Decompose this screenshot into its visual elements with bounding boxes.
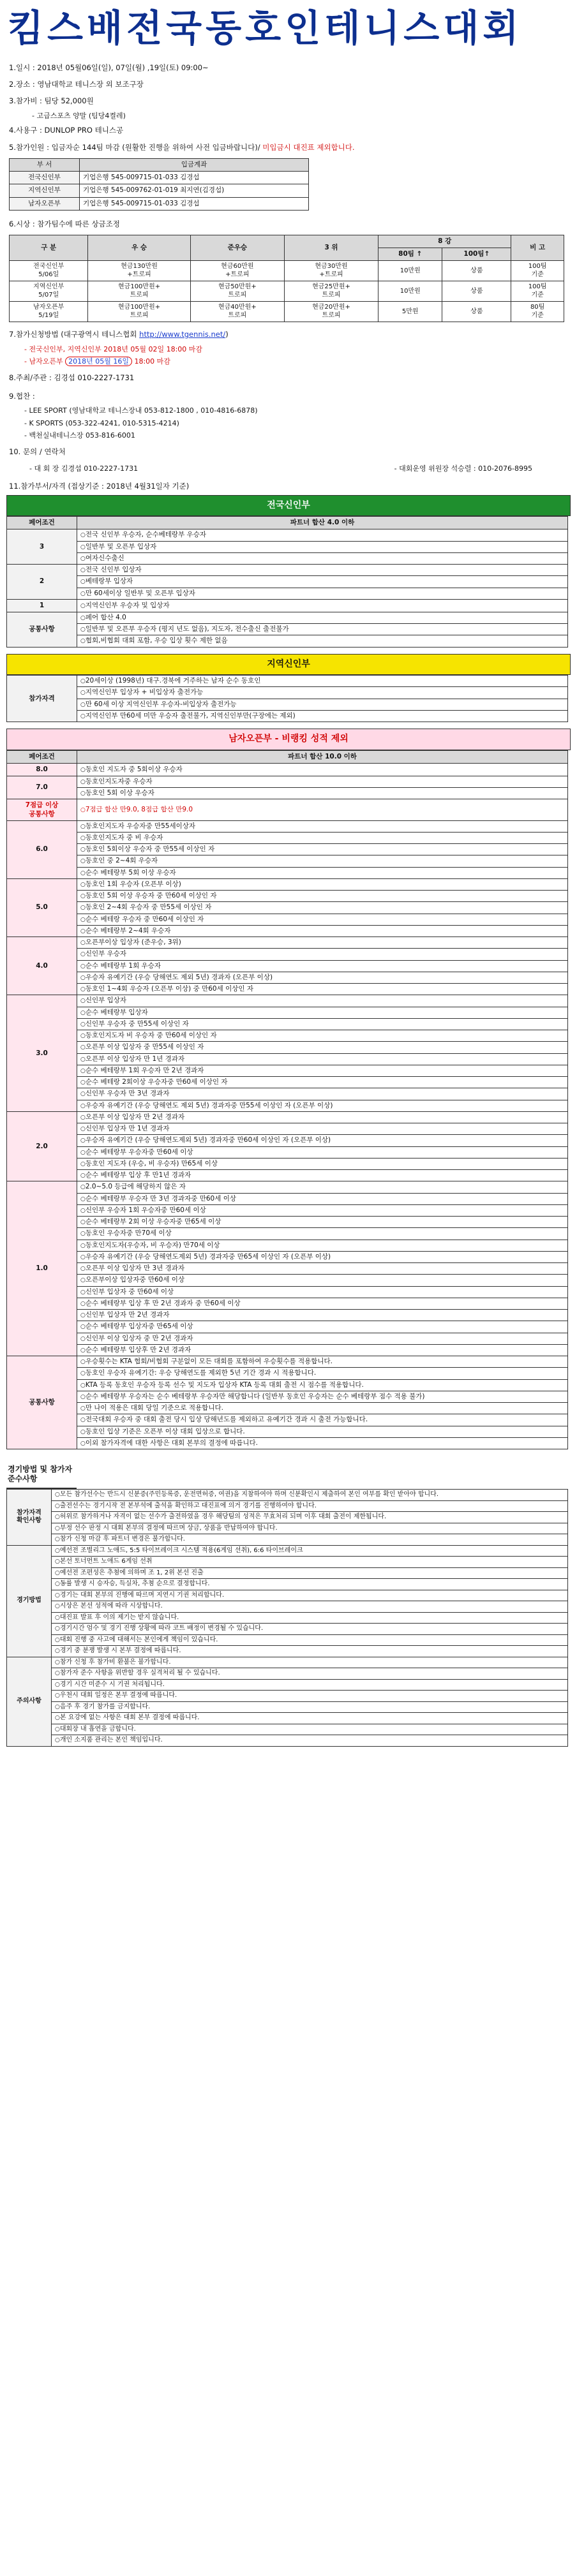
list-item: ○ 순수 베테랑 2회이상 우승자중 만60세 이상인 자 — [77, 1077, 568, 1088]
list-item: ○ 동호인 5회 이상 우승자 중 만60세 이상인 자 — [77, 891, 568, 902]
list-item: ○ 참가 신청 후 참가비 환불은 불가합니다. — [52, 1657, 568, 1668]
fee-dept: 지역신인부 — [10, 184, 80, 197]
table-row — [7, 1590, 568, 1601]
list-item: ○ 신인부 우승자 — [77, 949, 568, 960]
info-account — [6, 139, 571, 156]
list-item: ○ 신인부 입상자 — [77, 995, 568, 1007]
sponsor-3: - 백천실내테니스장 053-816-6001 — [24, 431, 135, 440]
list-item: ○ 동호인 5회 이상 우승자 — [77, 788, 568, 799]
table-row — [7, 1356, 568, 1368]
group-label: 7점급 이상 공통사항 — [7, 799, 77, 820]
table-row — [7, 1088, 568, 1100]
table-row — [7, 1275, 568, 1286]
list-item: ○ 오픈부이상 입상자 (준우승, 3위) — [77, 937, 568, 949]
table-row — [7, 1263, 568, 1275]
list-item: ○ 동호인지도자(우승자, 비 우승자) 만70세 이상 — [77, 1240, 568, 1251]
table-row — [7, 1030, 568, 1042]
sponsor-1: - LEE SPORT (영남대학교 테니스장내 053-812-1800 , 010-4816-6878) — [24, 406, 258, 415]
group-label: 3 — [7, 529, 77, 565]
apply-text: 7.참가신청방법 (대구광역시 테니스협회 — [9, 330, 140, 339]
table-row — [7, 635, 568, 647]
list-item: ○ 허위로 참가하거나 자격이 없는 선수가 출전하였을 경우 해당팀의 성적은 무효처리 되며 이후 대회 출전이 제한됩니다. — [52, 1512, 568, 1523]
table-row — [7, 710, 568, 722]
table-row — [7, 1042, 568, 1053]
table-row — [7, 844, 568, 855]
fee-row — [10, 172, 309, 184]
group-label: 5.0 — [7, 878, 77, 936]
info-fee-sub: - 고급스포츠 양말 (팀당4켤레) — [32, 111, 126, 120]
table-row — [7, 914, 568, 925]
list-item: ○ 신인부 우승자 만 3년 경과자 — [77, 1088, 568, 1100]
list-item: ○ 동호인지도자 우승자중 만55세이상자 — [77, 820, 568, 832]
prize-cell: 현금20만원+ 트로피 — [284, 302, 378, 322]
table-row — [7, 1193, 568, 1204]
list-item: ○ 지역신인부 입상자 + 비입상자 출전가능 — [77, 687, 568, 699]
header-cell: 파트너 합산 4.0 이하 — [77, 517, 568, 529]
list-item: ○ 신인부 입상자 중 만60세 이상 — [77, 1286, 568, 1298]
table-row — [7, 576, 568, 588]
list-item: ○ 오픈부 이상 입상자 만 2년 경과자 — [77, 1111, 568, 1123]
list-item: ○ 전국대회 우승자 중 대회 출전 당시 입상 당해년도를 제외하고 유예기간 경과 시 출전 가능합니다. — [77, 1414, 568, 1426]
list-item: ○ 대진표 발표 후 이의 제기는 받지 않습니다. — [52, 1612, 568, 1624]
prize-cell: 10만원 — [378, 281, 442, 302]
table-row — [7, 788, 568, 799]
table-row — [7, 1679, 568, 1691]
table-row — [7, 687, 568, 699]
info-date: 1.일시 : 2018년 05월06일(일), 07일(월) ,19일(토) 09:00~ — [9, 63, 209, 72]
list-item: ○ 신인부 입상자 만 2년 경과자 — [77, 1310, 568, 1321]
prize-cell: 현금100만원+ 트로피 — [88, 281, 190, 302]
apply-2-pre: - 남자오픈부 — [24, 357, 66, 366]
list-item: ○ 동호인 우승자 유예기간: 우승 당해연도를 제외한 5년 기간 경과 시 적용합니다. — [77, 1368, 568, 1379]
list-item: ○ 만 60세 이상 지역신인부 우승자-비입상자 출전가능 — [77, 699, 568, 710]
list-item: ○ 순수 베테랑부 우승자중 만60세 이상 — [77, 1146, 568, 1158]
prize-cell: 현금130만원 +트로피 — [88, 261, 190, 281]
list-item: ○ 출전선수는 경기시작 전 본부석에 출석을 확인하고 대진표에 의거 경기를 진행하여야 합니다. — [52, 1500, 568, 1512]
contact-row — [6, 461, 571, 477]
prize-cell: 상품 — [442, 261, 511, 281]
list-item: ○ 우승자 유예기간 (우승 당해연도제외 5년) 경과자중 만60세 이상인 자 (오픈부 이상) — [77, 1135, 568, 1146]
list-item: ○ 오픈부 이상 입상자 중 만55세 이상인 자 — [77, 1042, 568, 1053]
group-label: 8.0 — [7, 763, 77, 776]
info-apply — [6, 326, 571, 343]
info-host: 8.주최/주관 : 김경섭 010-2227-1731 — [9, 373, 135, 383]
account-warning: 미입금시 대진표 제외합니다. — [260, 142, 355, 152]
table-row — [7, 1065, 568, 1076]
apply-2-date: 2018년 05월 16일 — [65, 357, 132, 366]
list-item: ○ 지역신인부 우승자 및 입상자 — [77, 599, 568, 612]
table-row — [7, 1018, 568, 1030]
list-item: ○ 동호인 지도자 (우승, 비 우승자) 만65세 이상 — [77, 1158, 568, 1169]
table-row — [7, 1414, 568, 1426]
list-item: ○ 동호인 2~4회 우승자 중 만55세 이상인 자 — [77, 902, 568, 914]
table-row — [7, 1111, 568, 1123]
table-row — [7, 1426, 568, 1437]
list-item: ○ 순수 베테랑부 입상후 만 2년 경과자 — [77, 1344, 568, 1356]
list-item: ○ 오픈부 이상 입상자 만 3년 경과자 — [77, 1263, 568, 1275]
group-label: 공통사항 — [7, 612, 77, 647]
fee-header-dept: 부 서 — [10, 159, 80, 172]
table-row — [7, 1724, 568, 1735]
list-item: ○ 동호인 중 2~4회 우승자 — [77, 855, 568, 867]
info-contact: 10. 문의 / 연락처 — [9, 447, 66, 457]
list-item: ○ 동호인지도자 비 우승자 중 만60세 이상인 자 — [77, 1030, 568, 1042]
prize-subheader: 100팀↑ — [442, 248, 511, 261]
fee-account: 기업은행 545-009762-01-019 최지연(김경섭) — [80, 184, 309, 197]
table-row — [7, 902, 568, 914]
table-row — [7, 763, 568, 776]
table-row — [7, 1135, 568, 1146]
table-row — [7, 1310, 568, 1321]
list-item: ○ 동호인 1회 우승자 (오픈부 이상) — [77, 878, 568, 890]
prize-cell: 현금25만원+ 트로피 — [284, 281, 378, 302]
prize-cell: 현금30만원 +트로피 — [284, 261, 378, 281]
prize-cell: 10만원 — [378, 261, 442, 281]
list-item: ○ 순수 베테랑부 2~4회 우승자 — [77, 925, 568, 936]
list-item: ○ 만 나이 적용은 대회 당일 기준으로 적용합니다. — [77, 1403, 568, 1414]
list-item: ○ 우승자 유예기간 (우승 당해연도제외 5년) 경과자중 만65세 이상인 자 (오픈부 이상) — [77, 1251, 568, 1262]
table-row — [7, 891, 568, 902]
group-label: 1 — [7, 599, 77, 612]
table-row — [7, 1100, 568, 1111]
table-row — [7, 984, 568, 995]
table-row — [7, 1298, 568, 1309]
table-row — [7, 1344, 568, 1356]
list-item: ○ 오픈부 이상 입상자 만 1년 경과자 — [77, 1053, 568, 1065]
fee-dept: 남자오픈부 — [10, 197, 80, 210]
prize-cell: 현금100만원+ 트로피 — [88, 302, 190, 322]
section-local-bar: 지역신인부 — [6, 654, 571, 676]
list-item: ○ 신인부 이상 입상자 중 만 2년 경과자 — [77, 1333, 568, 1344]
prize-cell: 현금40만원+ 트로피 — [190, 302, 284, 322]
section-open-bar: 남자오픈부 - 비랭킹 성적 제외 — [6, 729, 571, 750]
local-table — [6, 675, 568, 722]
list-item: ○ 동호인 5회이상 우승자 중 만55세 이상인 자 — [77, 844, 568, 855]
fee-account: 기업은행 545-009715-01-033 김경섭 — [80, 197, 309, 210]
list-item: ○ 동률 발생 시 승자승, 득실차, 추첨 순으로 결정합니다. — [52, 1579, 568, 1590]
list-item: ○ 동호인 우승자중 만70세 이상 — [77, 1228, 568, 1240]
prize-header: 우 승 — [88, 235, 190, 261]
list-item: ○ 본선 토너먼트 노애드 6게임 선취 — [52, 1557, 568, 1568]
table-header-row — [7, 517, 568, 529]
group-label: 참가자격 — [7, 676, 77, 722]
table-row — [7, 1146, 568, 1158]
list-item: ○ KTA 등록 동호인 우승자 등록 선수 및 지도자 입상자 KTA 등록 대회 출전 시 점수를 적용합니다. — [77, 1379, 568, 1391]
list-item: ○ 순수 베테랑 우승자 중 만60세 이상인 자 — [77, 914, 568, 925]
table-row — [7, 599, 568, 612]
apply-deadline-1: - 전국신인부, 지역신인부 2018년 05월 02일 18:00 마감 — [24, 344, 203, 353]
prize-row — [10, 281, 564, 302]
table-row — [7, 1379, 568, 1391]
list-item: ○ 동호인 지도자 중 5회이상 우승자 — [77, 763, 568, 776]
list-item: ○ 이외 참가자격에 대한 사항은 대회 본부의 결정에 따릅니다. — [77, 1437, 568, 1449]
list-item: ○ 순수 베테랑부 우승자는 순수 베테랑부 우승자만 해당합니다 (일반부 동호인 우승자는 순수 베테랑부 점수 적용 불가) — [77, 1391, 568, 1402]
prize-cell: 현금50만원+ 트로피 — [190, 281, 284, 302]
table-row — [7, 1512, 568, 1523]
header-cell: 페어조건 — [7, 750, 77, 763]
fee-account: 기업은행 545-009715-01-033 김경섭 — [80, 172, 309, 184]
table-row — [7, 1181, 568, 1193]
list-item: ○ 순수 베테랑부 입상 후 만 2년 경과자 중 만60세 이상 — [77, 1298, 568, 1309]
list-item: ○ 일반부 및 오픈부 우승자 (평지 년도 없음), 지도자, 전수출신 출전불가 — [77, 624, 568, 635]
table-row — [7, 1204, 568, 1216]
list-item: ○ 동호인지도자중 우승자 — [77, 776, 568, 787]
list-item: ○ 협회,비협회 대회 포함, 우승 입상 횟수 제한 없음 — [77, 635, 568, 647]
list-item: ○ 예선전 조편성은 추첨에 의하며 조 1, 2위 본선 진출 — [52, 1567, 568, 1579]
list-item: ○ 7점급 합산 만9.0, 8점급 합산 만9.0 — [77, 799, 568, 820]
section-national-bar: 전국신인부 — [6, 495, 571, 517]
list-item: ○ 우승자 유예기간 (우승 당해연도 제외 5년) 경과자중 만55세 이상인 자 (오픈부 이상) — [77, 1100, 568, 1111]
list-item: ○ 신인부 우승자 1회 우승자중 만60세 이상 — [77, 1204, 568, 1216]
info-sponsor: 9.협찬 : — [9, 391, 35, 401]
table-row — [7, 799, 568, 820]
prize-cell: 지역신인부 5/07일 — [10, 281, 88, 302]
prize-cell: 100팀 기준 — [511, 281, 564, 302]
group-label: 주의사항 — [7, 1657, 52, 1746]
list-item: ○ 2.0~5.0 등급에 해당하지 않은 자 — [77, 1181, 568, 1193]
table-row — [7, 878, 568, 890]
list-item: ○ 개인 소지품 관리는 본인 책임입니다. — [52, 1735, 568, 1747]
table-row — [7, 1735, 568, 1747]
table-row — [7, 1624, 568, 1635]
list-item: ○ 순수 베테랑부 1회 우승자 — [77, 960, 568, 972]
info-ball: 4.사용구 : DUNLOP PRO 테니스공 — [9, 126, 124, 135]
table-row — [7, 1534, 568, 1546]
table-row — [7, 1567, 568, 1579]
list-item: ○ 모든 참가선수는 반드시 신분증(주민등록증, 운전면허증, 여권)을 지참하여야 하며 신분확인시 제출하여 본인 여부를 확인 받아야 합니다. — [52, 1490, 568, 1501]
table-row — [7, 776, 568, 787]
list-item: ○ 대회 진행 중 사고에 대해서는 본인에게 책임이 있습니다. — [52, 1634, 568, 1646]
prize-cell: 남자오픈부 5/19일 — [10, 302, 88, 322]
table-row — [7, 1403, 568, 1414]
prize-header: 3 위 — [284, 235, 378, 261]
group-label: 1.0 — [7, 1181, 77, 1356]
table-row — [7, 832, 568, 843]
prize-subheader: 80팀 ↑ — [378, 248, 442, 261]
group-label: 공통사항 — [7, 1356, 77, 1449]
table-row — [7, 937, 568, 949]
list-item: ○ 동호인지도자 중 비 우승자 — [77, 832, 568, 843]
fee-header-account: 입금계좌 — [80, 159, 309, 172]
prize-cell: 100팀 기준 — [511, 261, 564, 281]
list-item: ○ 경기 중 분쟁 발생 시 본부 결정에 따릅니다. — [52, 1646, 568, 1657]
table-row — [7, 995, 568, 1007]
header-cell: 파트너 합산 10.0 이하 — [77, 750, 568, 763]
table-row — [7, 1634, 568, 1646]
account-text: 5.참가인원 : 입금자순 144팀 마감 (원활한 진행을 위하여 사전 입금바랍니다)/ — [9, 142, 260, 152]
table-row — [7, 529, 568, 541]
table-row — [7, 1523, 568, 1534]
table-row — [7, 949, 568, 960]
group-label: 6.0 — [7, 820, 77, 878]
list-item: ○ 만 60세이상 일반부 및 오픈부 입상자 — [77, 588, 568, 599]
group-label: 4.0 — [7, 937, 77, 995]
table-row — [7, 1646, 568, 1657]
fee-row — [10, 184, 309, 197]
table-row — [7, 676, 568, 687]
list-item: ○ 참가자 준수 사항을 위반할 경우 실격처리 될 수 있습니다. — [52, 1668, 568, 1680]
apply-2-post: 18:00 마감 — [131, 357, 170, 366]
list-item: ○ 시상은 본선 성적에 따라 시상합니다. — [52, 1601, 568, 1613]
table-header-row — [7, 750, 568, 763]
list-item: ○ 일반부 및 오픈부 입상자 — [77, 541, 568, 552]
table-row — [7, 1391, 568, 1402]
list-item: ○ 전국 신인부 우승자, 순수베테랑부 우승자 — [77, 529, 568, 541]
list-item: ○ 전국 신인부 입상자 — [77, 565, 568, 576]
table-row — [7, 699, 568, 710]
table-row — [7, 1333, 568, 1344]
table-row — [7, 1321, 568, 1333]
national-table — [6, 516, 568, 648]
table-row — [7, 1123, 568, 1135]
table-row — [7, 1240, 568, 1251]
table-row — [7, 972, 568, 983]
list-item: ○ 경기는 대회 본부의 진행에 따르며 지연시 기권 처리합니다. — [52, 1590, 568, 1601]
prize-header: 구 분 — [10, 235, 88, 261]
table-row — [7, 612, 568, 623]
list-item: ○ 신인부 우승자 중 만55세 이상인 자 — [77, 1018, 568, 1030]
list-item: ○ 순수 베테랑부 우승자 만 3년 경과자중 만60세 이상 — [77, 1193, 568, 1204]
table-row — [7, 1077, 568, 1088]
info-place: 2.장소 : 영남대학교 테니스장 외 보조구장 — [9, 79, 144, 89]
table-row — [7, 1657, 568, 1668]
table-row — [7, 867, 568, 878]
table-row — [7, 1601, 568, 1613]
contact-right: - 대회운영 위원장 석승렬 : 010-2076-8995 — [394, 464, 532, 473]
prize-cell: 현금60만원 +트로피 — [190, 261, 284, 281]
table-row — [7, 588, 568, 599]
prize-cell: 80팀 기준 — [511, 302, 564, 322]
list-item: ○ 오픈부이상 입상자중 만60세 이상 — [77, 1275, 568, 1286]
conditions-table — [6, 1489, 568, 1747]
group-label: 참가자격 확인사항 — [7, 1490, 52, 1546]
group-label: 3.0 — [7, 995, 77, 1112]
table-row — [7, 1545, 568, 1557]
info-fee: 3.참가비 : 팀당 52,000원 — [9, 96, 94, 106]
table-row — [7, 1170, 568, 1181]
list-item: ○ 부정 선수 판정 시 대회 본부의 결정에 따르며 상금, 상품을 반납하여야 합니다. — [52, 1523, 568, 1534]
list-item: ○ 지역신인부 만60세 미만 우승자 출전불가, 지역신인부만(구장에는 제외) — [77, 710, 568, 722]
list-item: ○ 베테랑부 입상자 — [77, 576, 568, 588]
prize-cell: 전국신인부 5/06일 — [10, 261, 88, 281]
table-row — [7, 855, 568, 867]
list-item: ○ 순수 베테랑부 입상자중 만65세 이상 — [77, 1321, 568, 1333]
apply-deadline-2 — [6, 355, 571, 368]
table-row — [7, 820, 568, 832]
table-row — [7, 1612, 568, 1624]
table-row — [7, 1286, 568, 1298]
table-row — [7, 624, 568, 635]
table-row — [7, 1701, 568, 1713]
page-title: 킴스배전국동호인테니스대회 — [8, 6, 523, 50]
contact-left: - 대 회 장 김경섭 010-2227-1731 — [29, 464, 139, 473]
prize-header: 비 고 — [511, 235, 564, 261]
table-row — [7, 552, 568, 564]
list-item: ○ 본 요강에 없는 사항은 대회 본부 결정에 따릅니다. — [52, 1713, 568, 1724]
table-row — [7, 1713, 568, 1724]
table-row — [7, 565, 568, 576]
sponsor-2: - K SPORTS (053-322-4241, 010-5315-4214) — [24, 418, 179, 427]
prize-row — [10, 302, 564, 322]
table-row — [7, 1691, 568, 1702]
list-item: ○ 음주 후 경기 참가를 금지합니다. — [52, 1701, 568, 1713]
table-row — [7, 1228, 568, 1240]
table-row — [7, 1579, 568, 1590]
table-row — [7, 1007, 568, 1018]
table-row — [7, 1437, 568, 1449]
list-item: ○ 20세이상 (1998년) 대구.경북에 거주하는 남자 순수 동호인 — [77, 676, 568, 687]
table-row — [7, 1251, 568, 1262]
group-label: 2.0 — [7, 1111, 77, 1181]
group-label: 경기방법 — [7, 1545, 52, 1657]
fee-dept: 전국신인부 — [10, 172, 80, 184]
table-row — [7, 1368, 568, 1379]
prize-header: 준우승 — [190, 235, 284, 261]
conditions-title: 경기방법 및 참가자 준수사항 — [6, 1456, 77, 1489]
list-item: ○ 여자신수출신 — [77, 552, 568, 564]
prize-cell: 5만원 — [378, 302, 442, 322]
group-label: 7.0 — [7, 776, 77, 799]
prize-cell: 상품 — [442, 281, 511, 302]
prize-header: 8 강 — [378, 235, 511, 248]
table-row — [7, 1668, 568, 1680]
list-item: ○ 우천시 대회 일정은 본부 결정에 따릅니다. — [52, 1691, 568, 1702]
table-row — [7, 1557, 568, 1568]
prize-cell: 상품 — [442, 302, 511, 322]
apply-end: ) — [225, 330, 229, 339]
table-row — [7, 1158, 568, 1169]
table-row — [7, 960, 568, 972]
list-item: ○ 참가 신청 마감 후 파트너 변경은 불가합니다. — [52, 1534, 568, 1546]
info-qualify: 11.참가부서/자격 (접상기준 : 2018년 4월31일자 기준) — [9, 482, 190, 491]
fee-table — [9, 158, 309, 211]
prize-table — [9, 235, 564, 322]
header-cell: 페어조건 — [7, 517, 77, 529]
prize-row — [10, 261, 564, 281]
list-item: ○ 신인부 입상자 만 1년 경과자 — [77, 1123, 568, 1135]
apply-link[interactable]: http://www.tgennis.net/ — [139, 330, 226, 339]
list-item: ○ 페어 합산 4.0 — [77, 612, 568, 623]
list-item: ○ 순수 베테랑부 1회 우승자 만 2년 경과자 — [77, 1065, 568, 1076]
list-item: ○ 순수 베테랑부 5회 이상 우승자 — [77, 867, 568, 878]
list-item: ○ 순수 베테랑부 입상자 — [77, 1007, 568, 1018]
list-item: ○ 동호인 1~4회 우승자 (오픈부 이상) 중 만60세 이상인 자 — [77, 984, 568, 995]
list-item: ○ 순수 베테랑부 2회 이상 우승자중 만65세 이상 — [77, 1217, 568, 1228]
group-label: 2 — [7, 565, 77, 600]
table-row — [7, 1217, 568, 1228]
table-row — [7, 1500, 568, 1512]
prize-body — [10, 261, 564, 322]
fee-row — [10, 197, 309, 210]
list-item: ○ 우승횟수는 KTA 협회/비협회 구분없이 모든 대회를 포함하여 우승횟수를 적용합니다. — [77, 1356, 568, 1368]
table-row — [7, 1490, 568, 1501]
list-item: ○ 동호인 입상 기준은 오픈부 이상 대회 입상으로 합니다. — [77, 1426, 568, 1437]
list-item: ○ 경기시간 엄수 및 경기 진행 상황에 따라 코트 배정이 변경될 수 있습니다. — [52, 1624, 568, 1635]
table-row — [7, 541, 568, 552]
table-row — [7, 925, 568, 936]
list-item: ○ 예선전 조별리그 노애드, 5:5 타이브레이크 시스템 적용(6게임 선취), 6:6 타이브레이크 — [52, 1545, 568, 1557]
open-table — [6, 750, 568, 1450]
table-row — [7, 1053, 568, 1065]
list-item: ○ 경기 시간 미준수 시 기권 처리됩니다. — [52, 1679, 568, 1691]
list-item: ○ 우승자 유예기간 (우승 당해연도 제외 5년) 경과자 (오픈부 이상) — [77, 972, 568, 983]
list-item: ○ 순수 베테랑부 입상 후 만1년 경과자 — [77, 1170, 568, 1181]
list-item: ○ 대회장 내 흡연을 금합니다. — [52, 1724, 568, 1735]
info-prize: 6.시상 : 참가팀수에 따른 상금조정 — [9, 219, 120, 228]
